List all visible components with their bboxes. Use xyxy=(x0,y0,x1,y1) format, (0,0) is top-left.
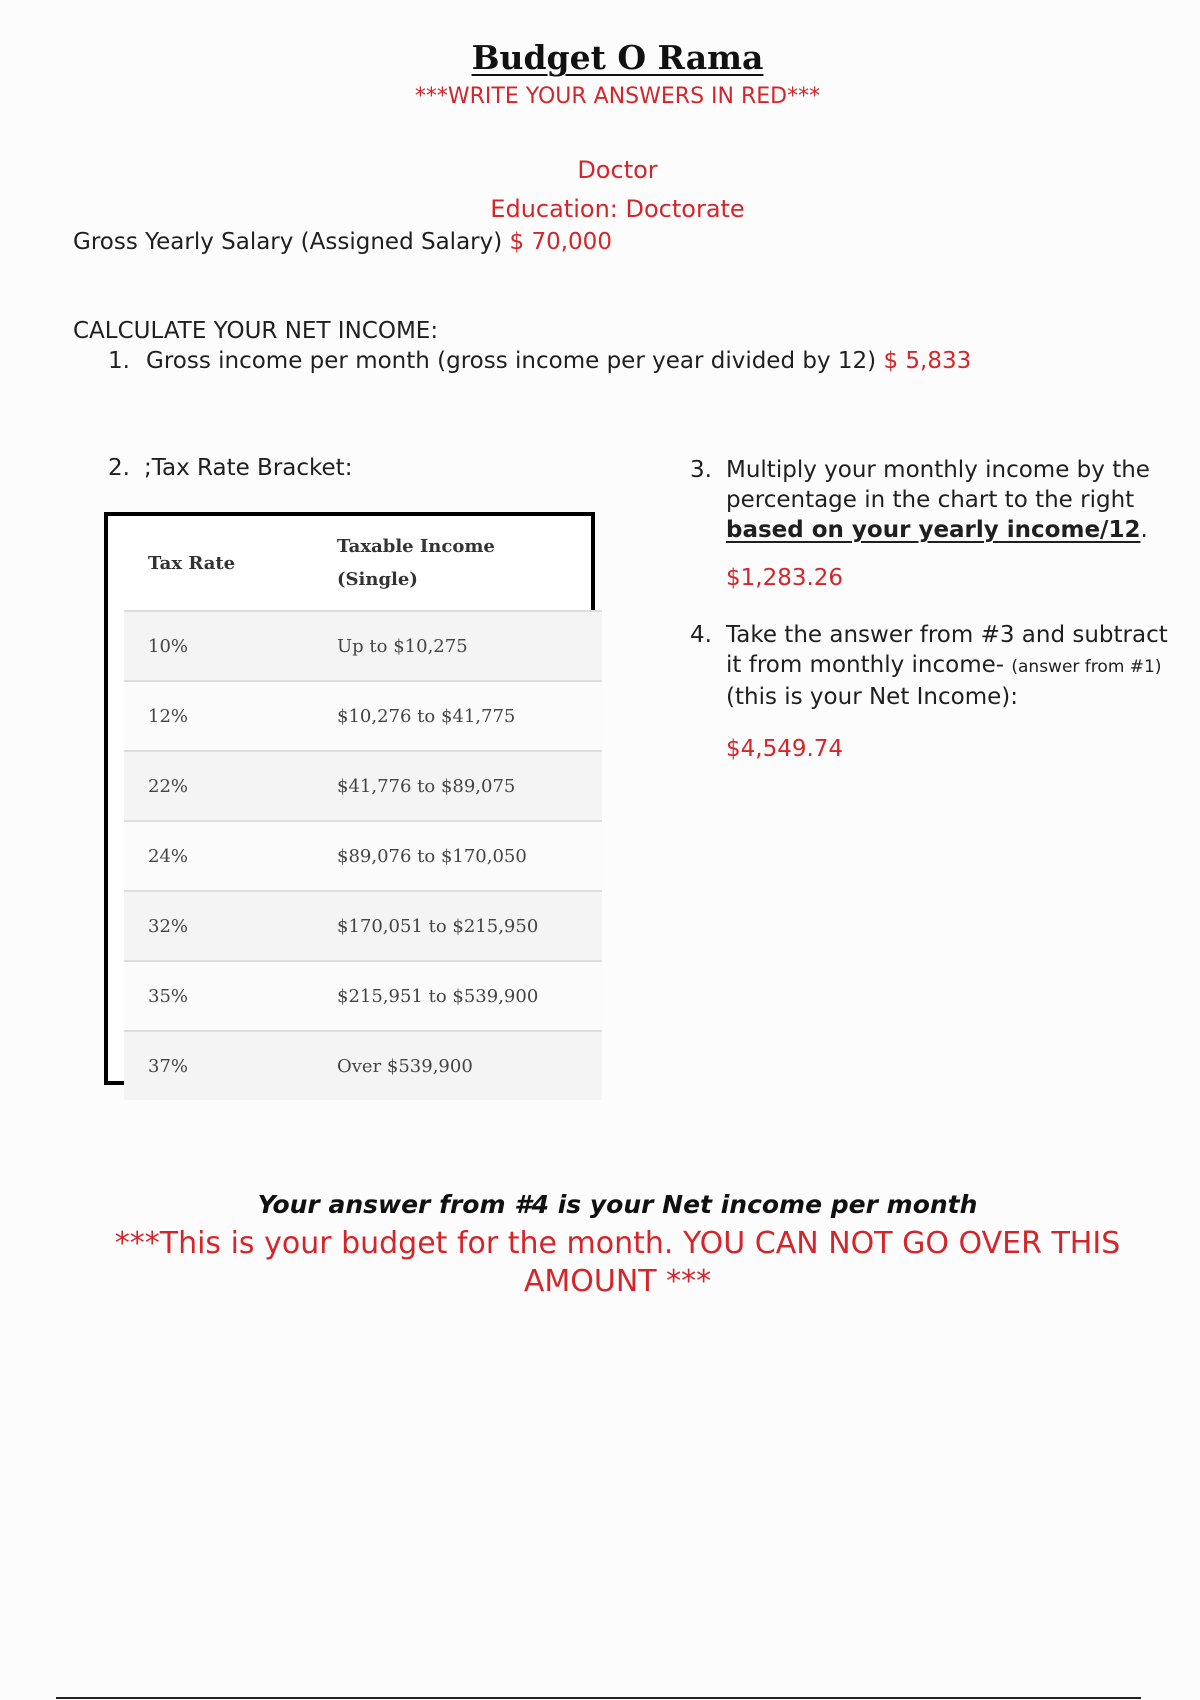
step-3 xyxy=(690,455,1160,545)
step-4-text: Take the answer from #3 and subtract it from monthly income- xyxy=(726,622,1168,678)
table-row xyxy=(124,751,602,821)
step-2-text: ;Tax Rate Bracket: xyxy=(144,455,353,481)
bottom-divider xyxy=(56,1697,1141,1699)
step-1-number: 1. xyxy=(108,348,130,374)
education-level: Education: Doctorate xyxy=(490,195,745,223)
tax-rate-header: Tax Rate xyxy=(124,516,337,611)
budget-warning: ***This is your budget for the month. YOU CAN NOT GO OVER THIS AMOUNT *** xyxy=(114,1226,1121,1299)
step-2-number: 2. xyxy=(108,455,130,481)
tax-rate-cell: 22% xyxy=(124,751,337,821)
step-4-text-b: (this is your Net Income): xyxy=(726,684,1019,710)
tax-rate-cell: 10% xyxy=(124,611,337,681)
step-3-emphasis: based on your yearly income/12 xyxy=(726,517,1141,543)
gross-salary-value: $ 70,000 xyxy=(509,229,612,255)
step-3-number: 3. xyxy=(690,457,712,483)
table-row xyxy=(124,891,602,961)
taxable-income-header xyxy=(337,516,602,611)
step-4-body xyxy=(726,620,1170,712)
step-3-answer: $1,283.26 xyxy=(726,565,844,591)
tax-rate-cell: 32% xyxy=(124,891,337,961)
calculate-heading: CALCULATE YOUR NET INCOME: xyxy=(73,318,439,344)
table-row xyxy=(124,611,602,681)
tax-bracket-table xyxy=(124,516,602,1100)
taxable-income-cell: $41,776 to $89,075 xyxy=(337,751,602,821)
table-header-row xyxy=(124,516,602,611)
step-2 xyxy=(108,455,352,481)
taxable-income-header-line1: Taxable Income xyxy=(337,536,495,557)
table-row xyxy=(124,681,602,751)
tax-rate-cell: 37% xyxy=(124,1031,337,1100)
job-title: Doctor xyxy=(577,156,658,184)
tax-rate-cell: 12% xyxy=(124,681,337,751)
step-4 xyxy=(690,620,1170,712)
taxable-income-cell: $10,276 to $41,775 xyxy=(337,681,602,751)
step-1-text: Gross income per month (gross income per year divided by 12) xyxy=(146,348,877,374)
table-row xyxy=(124,1031,602,1100)
step-3-period: . xyxy=(1140,517,1148,543)
tax-bracket-table-frame xyxy=(104,512,595,1085)
step-1-answer: $ 5,833 xyxy=(883,348,972,374)
taxable-income-cell: $170,051 to $215,950 xyxy=(337,891,602,961)
tax-rate-cell: 35% xyxy=(124,961,337,1031)
tax-rate-cell: 24% xyxy=(124,821,337,891)
step-3-body xyxy=(726,455,1160,545)
step-4-answer: $4,549.74 xyxy=(726,736,844,762)
taxable-income-cell: $89,076 to $170,050 xyxy=(337,821,602,891)
table-row xyxy=(124,821,602,891)
step-4-number: 4. xyxy=(690,622,712,648)
taxable-income-cell: $215,951 to $539,900 xyxy=(337,961,602,1031)
taxable-income-cell: Up to $10,275 xyxy=(337,611,602,681)
step-3-text: Multiply your monthly income by the percentage in the chart to the right xyxy=(726,457,1150,513)
gross-salary-line xyxy=(73,229,612,255)
instruction-text: ***WRITE YOUR ANSWERS IN RED*** xyxy=(414,84,821,109)
step-1 xyxy=(108,348,971,374)
net-income-note: Your answer from #4 is your Net income per month xyxy=(257,1190,978,1219)
taxable-income-header-line2: (Single) xyxy=(337,569,418,590)
taxable-income-cell: Over $539,900 xyxy=(337,1031,602,1100)
page-title: Budget O Rama xyxy=(471,38,764,77)
table-row xyxy=(124,961,602,1031)
gross-salary-label: Gross Yearly Salary (Assigned Salary) xyxy=(73,229,503,255)
step-4-small-note: (answer from #1) xyxy=(1011,657,1162,677)
